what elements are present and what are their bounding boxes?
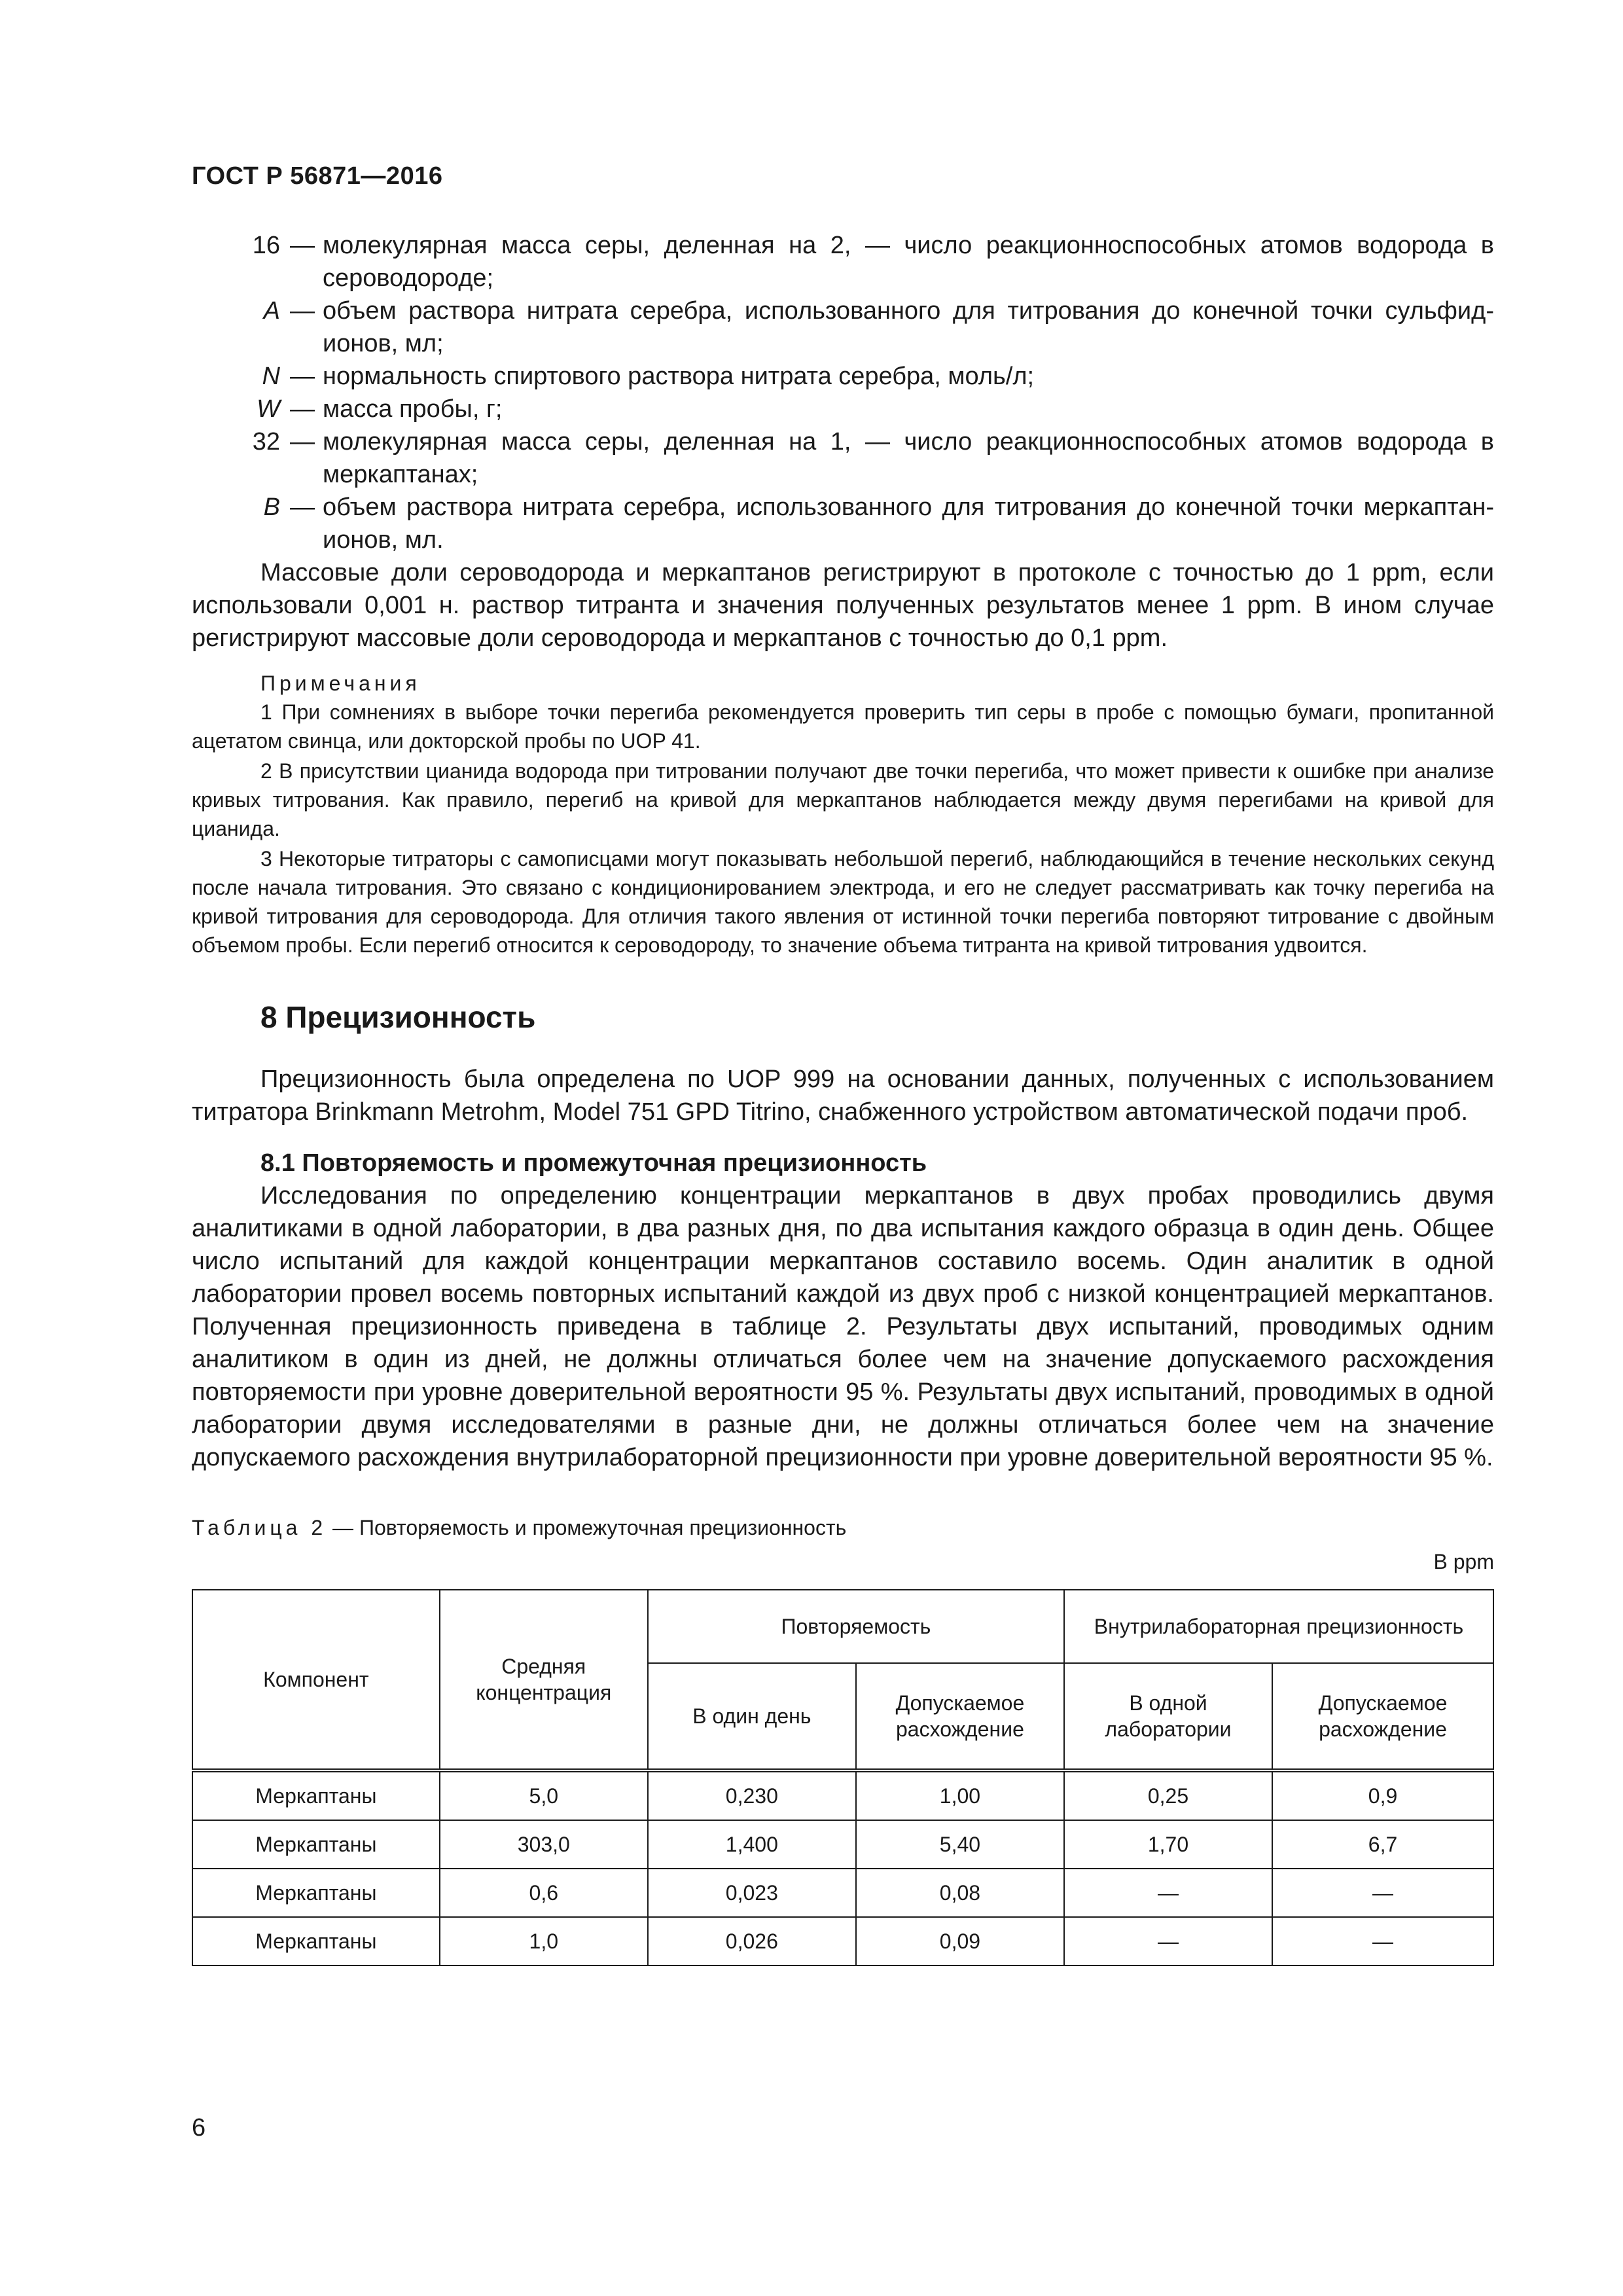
subsection-title: 8.1 Повторяемость и промежуточная прецизионность bbox=[260, 1149, 927, 1177]
definition-symbol: N bbox=[262, 363, 280, 390]
table-cell: 0,09 bbox=[856, 1917, 1064, 1965]
table-cell: 1,00 bbox=[856, 1770, 1064, 1820]
definition-text: молекулярная масса серы, деленная на 2, — число реакционноспособных атомов водорода в сероводороде; bbox=[323, 232, 1494, 292]
definition-item: 16 — молекулярная масса серы, деленная на 2, — число реакционноспособных атомов водорода в сероводороде; bbox=[192, 229, 1494, 295]
table-caption-text: — Повторяемость и промежуточная прецизионность bbox=[332, 1516, 847, 1539]
table-caption-label: Таблица 2 bbox=[192, 1516, 327, 1539]
header-repeatability: Повторяемость bbox=[648, 1590, 1064, 1663]
section-intro: Прецизионность была определена по UOP 999 на основании данных, полученных с использованием титратора Brinkmann Metrohm, Model 751 GPD Titrino, снабженного устройством автоматической подачи проб. bbox=[192, 1066, 1494, 1126]
definition-item: W — масса пробы, г; bbox=[192, 393, 1494, 425]
table-cell: — bbox=[1064, 1869, 1272, 1917]
definition-text: объем раствора нитрата серебра, использованного для титрования до конечной точки меркаптан-ионов, мл. bbox=[323, 493, 1494, 554]
definition-symbol: 16 bbox=[252, 232, 280, 259]
table-cell: 5,0 bbox=[440, 1770, 648, 1820]
table-cell: 0,026 bbox=[648, 1917, 856, 1965]
definition-item: 32 — молекулярная масса серы, деленная на 1, — число реакционноспособных атомов водорода в меркаптанах; bbox=[192, 425, 1494, 491]
header-allowed-diff: Допускаемое расхождение bbox=[1272, 1663, 1493, 1770]
results-paragraph: Массовые доли сероводорода и меркаптанов регистрируют в протоколе с точностью до 1 ppm, если использовали 0,001 н. раствор титранта и значения полученных результатов менее 1 ppm. В ином случае регистрируют массовые доли сероводорода и меркаптанов с точностью до 0,1 ppm. bbox=[192, 559, 1494, 652]
table-cell: 0,023 bbox=[648, 1869, 856, 1917]
header-allowed-diff: Допускаемое расхождение bbox=[856, 1663, 1064, 1770]
definition-text: объем раствора нитрата серебра, использованного для титрования до конечной точки сульфид-ионов, мл; bbox=[323, 297, 1494, 357]
definition-text: нормальность спиртового раствора нитрата серебра, моль/л; bbox=[323, 363, 1035, 390]
definition-item: N — нормальность спиртового раствора нитрата серебра, моль/л; bbox=[192, 360, 1494, 393]
table-cell: Меркаптаны bbox=[192, 1917, 440, 1965]
definition-text: молекулярная масса серы, деленная на 1, — число реакционноспособных атомов водорода в меркаптанах; bbox=[323, 428, 1494, 488]
table-cell: — bbox=[1272, 1869, 1493, 1917]
table-cell: — bbox=[1064, 1917, 1272, 1965]
table-unit: В ppm bbox=[1433, 1550, 1494, 1573]
table-cell: 0,230 bbox=[648, 1770, 856, 1820]
table-cell: — bbox=[1272, 1917, 1493, 1965]
table-row bbox=[192, 1869, 1493, 1917]
table-caption bbox=[192, 1513, 1494, 1542]
table-cell: 0,6 bbox=[440, 1869, 648, 1917]
note-item: 1 При сомнениях в выборе точки перегиба рекомендуется проверить тип серы в пробе с помощью бумаги, пропитанной ацетатом свинца, или докторской пробы по UOP 41. bbox=[192, 700, 1494, 753]
definition-item: A — объем раствора нитрата серебра, использованного для титрования до конечной точки сульфид-ионов, мл; bbox=[192, 295, 1494, 360]
definition-symbol: B bbox=[263, 493, 280, 521]
definition-symbol: 32 bbox=[252, 428, 280, 456]
header-one-lab: В одной лаборатории bbox=[1064, 1663, 1272, 1770]
table-cell: 1,0 bbox=[440, 1917, 648, 1965]
table-row bbox=[192, 1770, 1493, 1820]
section-title: 8 Прецизионность bbox=[260, 1000, 536, 1034]
table-row bbox=[192, 1917, 1493, 1965]
document-header: ГОСТ Р 56871—2016 bbox=[192, 162, 443, 190]
subsection-text: Исследования по определению концентрации меркаптанов в двух пробах проводились двумя аналитиками в одной лаборатории, в два разных дня, по два испытания каждого образца в один день. Общее число испытаний для каждой концентрации меркаптанов составило восемь. Один аналитик в одной лаборатории провел восемь повторных испытаний каждой из двух проб с низкой концентрацией меркаптанов. Полученная прецизионность приведена в таблице 2. Результаты двух испытаний, проводимых одним аналитиком в один из дней, не должны отличаться более чем на значение допускаемого расхождения повторяемости при уровне доверительной вероятности 95 %. Результаты двух испытаний, проводимых в одной лаборатории двумя исследователями в разные дни, не должны отличаться более чем на значение допускаемого расхождения внутрилабораторной прецизионности при уровне доверительной вероятности 95 %. bbox=[192, 1182, 1494, 1471]
table-cell: 1,70 bbox=[1064, 1820, 1272, 1869]
table-cell: 6,7 bbox=[1272, 1820, 1493, 1869]
note-item: 3 Некоторые титраторы с самописцами могут показывать небольшой перегиб, наблюдающийся в течение нескольких секунд после начала титрования. Это связано с кондиционированием электрода, и его не следует рассматривать как точку перегиба на кривой титрования для сероводорода. Для отличия такого явления от истинной точки перегиба повторяют титрование с двойным объемом пробы. Если перегиб относится к сероводороду, то значение объема титранта на кривой титрования удвоится. bbox=[192, 847, 1494, 957]
header-avg-concentration: Средняя концентрация bbox=[440, 1590, 648, 1770]
table-cell: 0,9 bbox=[1272, 1770, 1493, 1820]
table-cell: Меркаптаны bbox=[192, 1869, 440, 1917]
table-cell: 303,0 bbox=[440, 1820, 648, 1869]
table-cell: Меркаптаны bbox=[192, 1770, 440, 1820]
table-cell: 1,400 bbox=[648, 1820, 856, 1869]
header-component: Компонент bbox=[192, 1590, 440, 1770]
table-cell: 5,40 bbox=[856, 1820, 1064, 1869]
definitions-list bbox=[192, 229, 1494, 556]
precision-table bbox=[192, 1589, 1494, 1966]
header-one-day: В один день bbox=[648, 1663, 856, 1770]
definition-symbol: W bbox=[257, 395, 280, 423]
table-cell: 0,25 bbox=[1064, 1770, 1272, 1820]
page-content bbox=[192, 229, 1494, 1966]
page-number: 6 bbox=[192, 2114, 206, 2142]
table-row bbox=[192, 1820, 1493, 1869]
table-cell: 0,08 bbox=[856, 1869, 1064, 1917]
definition-item: B — объем раствора нитрата серебра, использованного для титрования до конечной точки меркаптан-ионов, мл. bbox=[192, 491, 1494, 556]
definition-symbol: A bbox=[263, 297, 280, 325]
notes-title: Примечания bbox=[260, 672, 421, 695]
definition-text: масса пробы, г; bbox=[323, 395, 503, 423]
header-intralab-precision: Внутрилабораторная прецизионность bbox=[1064, 1590, 1493, 1663]
notes-block bbox=[192, 669, 1494, 960]
table-cell: Меркаптаны bbox=[192, 1820, 440, 1869]
note-item: 2 В присутствии цианида водорода при титровании получают две точки перегиба, что может привести к ошибке при анализе кривых титрования. Как правило, перегиб на кривой для меркаптанов наблюдается между двумя перегибами на кривой для цианида. bbox=[192, 759, 1494, 840]
